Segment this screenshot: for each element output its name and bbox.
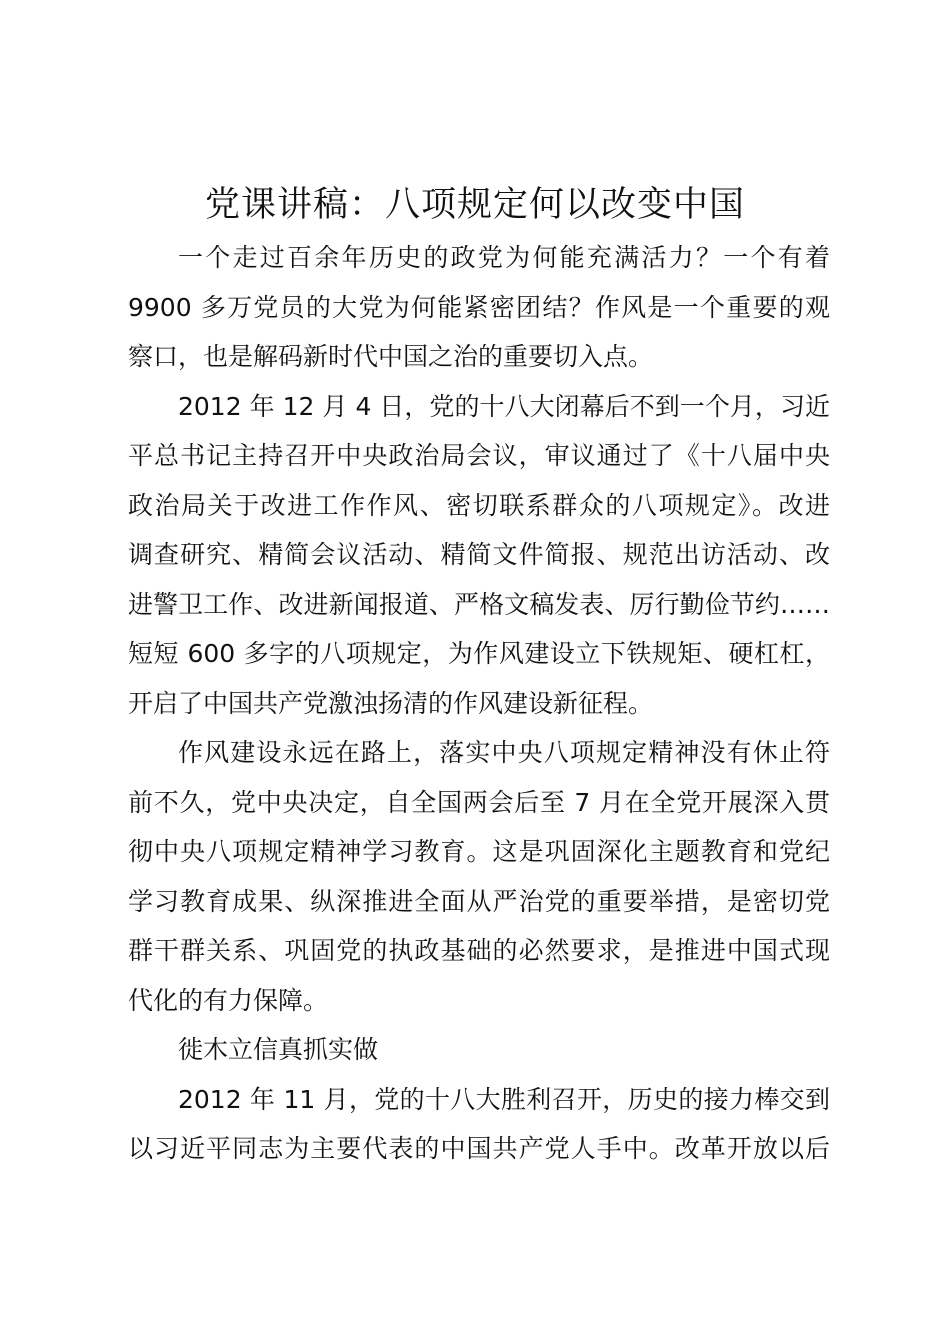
paragraph-line: 平总书记主持召开中央政治局会议，审议通过了《十八届中央 — [128, 441, 830, 470]
paragraph-intro — [128, 233, 838, 382]
document-title: 党课讲稿：八项规定何以改变中国 — [204, 185, 745, 225]
paragraph-line: 学习教育成果、纵深推进全面从严治党的重要举措，是密切党 — [128, 886, 830, 916]
section-heading-text: 徙木立信真抓实做 — [178, 1035, 379, 1064]
paragraph-line: 作风建设永远在路上，落实中央八项规定精神没有休止符 — [178, 738, 830, 767]
paragraph-line: 2012 年 11 月，党的十八大胜利召开，历史的接力棒交到 — [178, 1084, 830, 1114]
paragraph-line: 9900 多万党员的大党为何能紧密团结？作风是一个重要的观 — [128, 292, 830, 322]
paragraph-line: 前不久，党中央决定，自全国两会后至 7 月在全党开展深入贯 — [128, 787, 830, 817]
document-body — [128, 233, 838, 1174]
paragraph-line: 政治局关于改进工作作风、密切联系群众的八项规定》。改进 — [128, 490, 830, 520]
paragraph-line: 短短 600 多字的八项规定，为作风建设立下铁规矩、硬杠杠， — [128, 639, 830, 668]
paragraph-line: 进警卫工作、改进新闻报道、严格文稿发表、厉行勤俭节约…… — [128, 589, 830, 619]
paragraph-line: 一个走过百余年历史的政党为何能充满活力？一个有着 — [178, 243, 830, 272]
paragraph-line: 2012 年 12 月 4 日，党的十八大闭幕后不到一个月，习近 — [178, 391, 830, 421]
paragraph-line: 群干群关系、巩固党的执政基础的必然要求，是推进中国式现 — [128, 936, 830, 965]
paragraph-line: 调查研究、精简会议活动、精简文件简报、规范出访活动、改 — [128, 540, 830, 569]
paragraph-eighteenth-congress — [128, 1075, 838, 1174]
section-heading — [128, 1025, 838, 1075]
paragraph-line: 开启了中国共产党激浊扬清的作风建设新征程。 — [128, 688, 654, 718]
paragraph-line: 代化的有力保障。 — [128, 985, 329, 1015]
paragraph-eight-rules — [128, 382, 838, 729]
paragraph-line: 彻中央八项规定精神学习教育。这是巩固深化主题教育和党纪 — [128, 837, 830, 866]
paragraph-line: 以习近平同志为主要代表的中国共产党人手中。改革开放以后 — [128, 1134, 830, 1163]
paragraph-line: 察口，也是解码新时代中国之治的重要切入点。 — [128, 342, 654, 371]
paragraph-style-building — [128, 728, 838, 1025]
